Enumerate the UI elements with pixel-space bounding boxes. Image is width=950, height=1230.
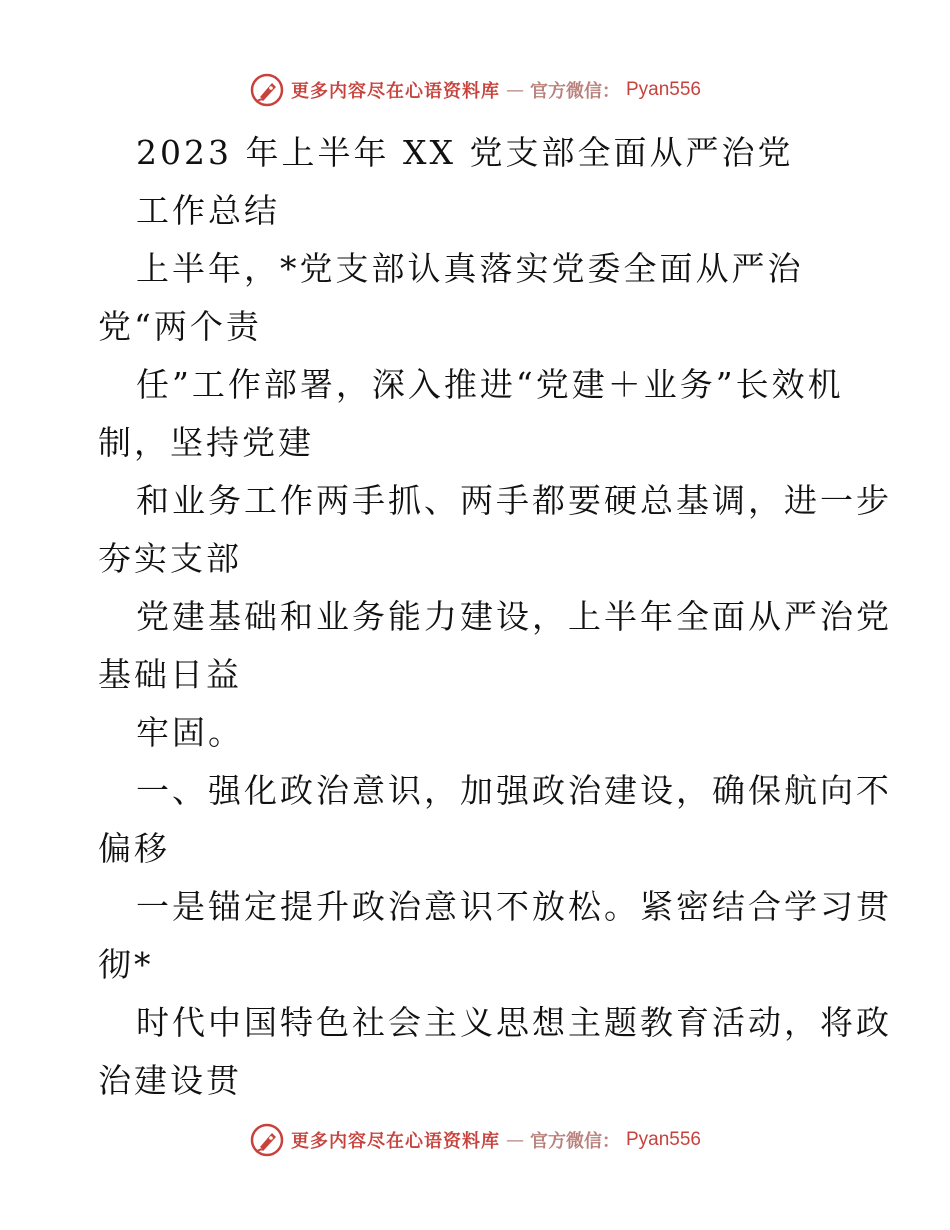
footer-banner (0, 1120, 950, 1160)
banner-wechat-label: 官方微信： (529, 1131, 620, 1152)
paragraph-line: 党“两个责 (98, 307, 262, 346)
section-heading: 一、强化政治意识，加强政治建设，确保航向不 (136, 771, 892, 810)
paragraph-line: 任”工作部署，深入推进“党建＋业务”长效机 (136, 365, 844, 404)
paragraph-line: 夯实支部 (98, 539, 242, 578)
paragraph-line: 时代中国特色社会主义思想主题教育活动，将政 (136, 1003, 892, 1042)
banner-wechat-id: Pyan556 (625, 1129, 701, 1150)
paragraph-line: 彻* (98, 945, 154, 984)
banner-wechat-label: 官方微信： (529, 81, 620, 102)
paragraph-line: 一是锚定提升政治意识不放松。紧密结合学习贯 (136, 887, 892, 926)
banner-separator: — (505, 1129, 524, 1151)
paragraph-line: 治建设贯 (98, 1061, 242, 1100)
paragraph-line: 牢固。 (136, 713, 244, 752)
paragraph-line: 上半年，*党支部认真落实党委全面从严治 (136, 249, 804, 288)
paragraph-line: 基础日益 (98, 655, 242, 694)
paragraph-line: 制，坚持党建 (98, 423, 314, 462)
document-title-continued: 工作总结 (136, 191, 280, 230)
banner-main-text: 更多内容尽在心语资料库 (290, 81, 500, 102)
banner-separator: — (505, 79, 524, 101)
paragraph-line: 党建基础和业务能力建设，上半年全面从严治党 (136, 597, 892, 636)
section-heading-continued: 偏移 (98, 829, 170, 868)
pen-nib-logo-icon (249, 72, 285, 108)
banner-wechat-id: Pyan556 (625, 79, 701, 100)
document-body (98, 124, 892, 1110)
document-title: 2023 年上半年 XX 党支部全面从严治党 (136, 133, 794, 172)
header-banner (0, 70, 950, 110)
paragraph-line: 和业务工作两手抓、两手都要硬总基调，进一步 (136, 481, 892, 520)
banner-main-text: 更多内容尽在心语资料库 (290, 1131, 500, 1152)
pen-nib-logo-icon (249, 1122, 285, 1158)
